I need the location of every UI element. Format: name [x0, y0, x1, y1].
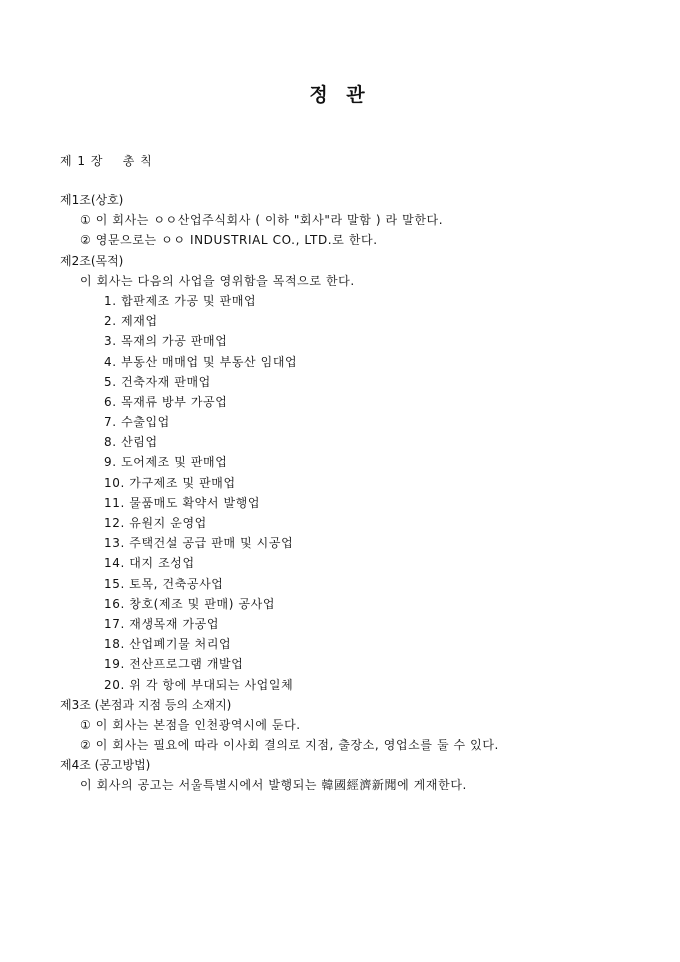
article-3-clause-1: ① 이 회사는 본점을 인천광역시에 둔다.: [80, 717, 301, 732]
article-3-heading: 제3조 (본점과 지점 등의 소재지): [60, 697, 232, 712]
article-2-item: 6. 목재류 방부 가공업: [104, 394, 228, 409]
article-2-item: 7. 수출입업: [104, 415, 170, 430]
article-2-item: 1. 합판제조 가공 및 판매업: [104, 293, 257, 308]
article-2-item: 4. 부동산 매매업 및 부동산 임대업: [104, 354, 298, 369]
article-2-intro: 이 회사는 다음의 사업을 영위함을 목적으로 한다.: [80, 273, 355, 288]
article-2-item: 17. 재생목재 가공업: [104, 616, 220, 631]
article-2-item: 15. 토목, 건축공사업: [104, 576, 224, 591]
article-2-item: 20. 위 각 항에 부대되는 사업일체: [104, 677, 294, 692]
article-2-item: 19. 전산프로그램 개발업: [104, 657, 244, 672]
article-4-clause-1: 이 회사의 공고는 서울특별시에서 발행되는 韓國經濟新聞에 게재한다.: [80, 778, 467, 793]
article-4-heading: 제4조 (공고방법): [60, 758, 151, 773]
article-2-item: 11. 물품매도 확약서 발행업: [104, 495, 261, 510]
article-2-item: 14. 대지 조성업: [104, 556, 195, 571]
article-2-item: 3. 목재의 가공 판매업: [104, 334, 228, 349]
chapter-heading: 제 1 장 총 칙: [60, 154, 153, 168]
article-2-item: 18. 산업폐기물 처리업: [104, 637, 232, 652]
article-2-heading: 제2조(목적): [60, 253, 124, 268]
articles-body: [0, 190, 680, 796]
article-1-clause-2: ② 영문으로는 ㅇㅇ INDUSTRIAL CO., LTD.로 한다.: [80, 233, 378, 248]
document-title: 정 관: [309, 84, 371, 106]
article-2-item: 2. 제재업: [104, 314, 158, 329]
article-1-clause-1: ① 이 회사는 ㅇㅇ산업주식회사 ( 이하 "회사"라 말함 ) 라 말한다.: [80, 213, 444, 228]
article-2-item: 9. 도어제조 및 판매업: [104, 455, 228, 470]
article-2-item: 12. 유원지 운영업: [104, 516, 207, 530]
article-2-item: 5. 건축자재 판매업: [104, 374, 211, 389]
article-3-clause-2: ② 이 회사는 필요에 따라 이사회 결의로 지점, 출장소, 영업소를 둘 수 있다.: [80, 738, 499, 753]
article-1-heading: 제1조(상호): [60, 193, 124, 207]
article-2-item: 8. 산림업: [104, 435, 158, 450]
article-2-item: 16. 창호(제조 및 판매) 공사업: [104, 596, 276, 611]
article-2-item: 10. 가구제조 및 판매업: [104, 475, 236, 490]
article-2-item: 13. 주택건설 공급 판매 및 시공업: [104, 536, 294, 551]
